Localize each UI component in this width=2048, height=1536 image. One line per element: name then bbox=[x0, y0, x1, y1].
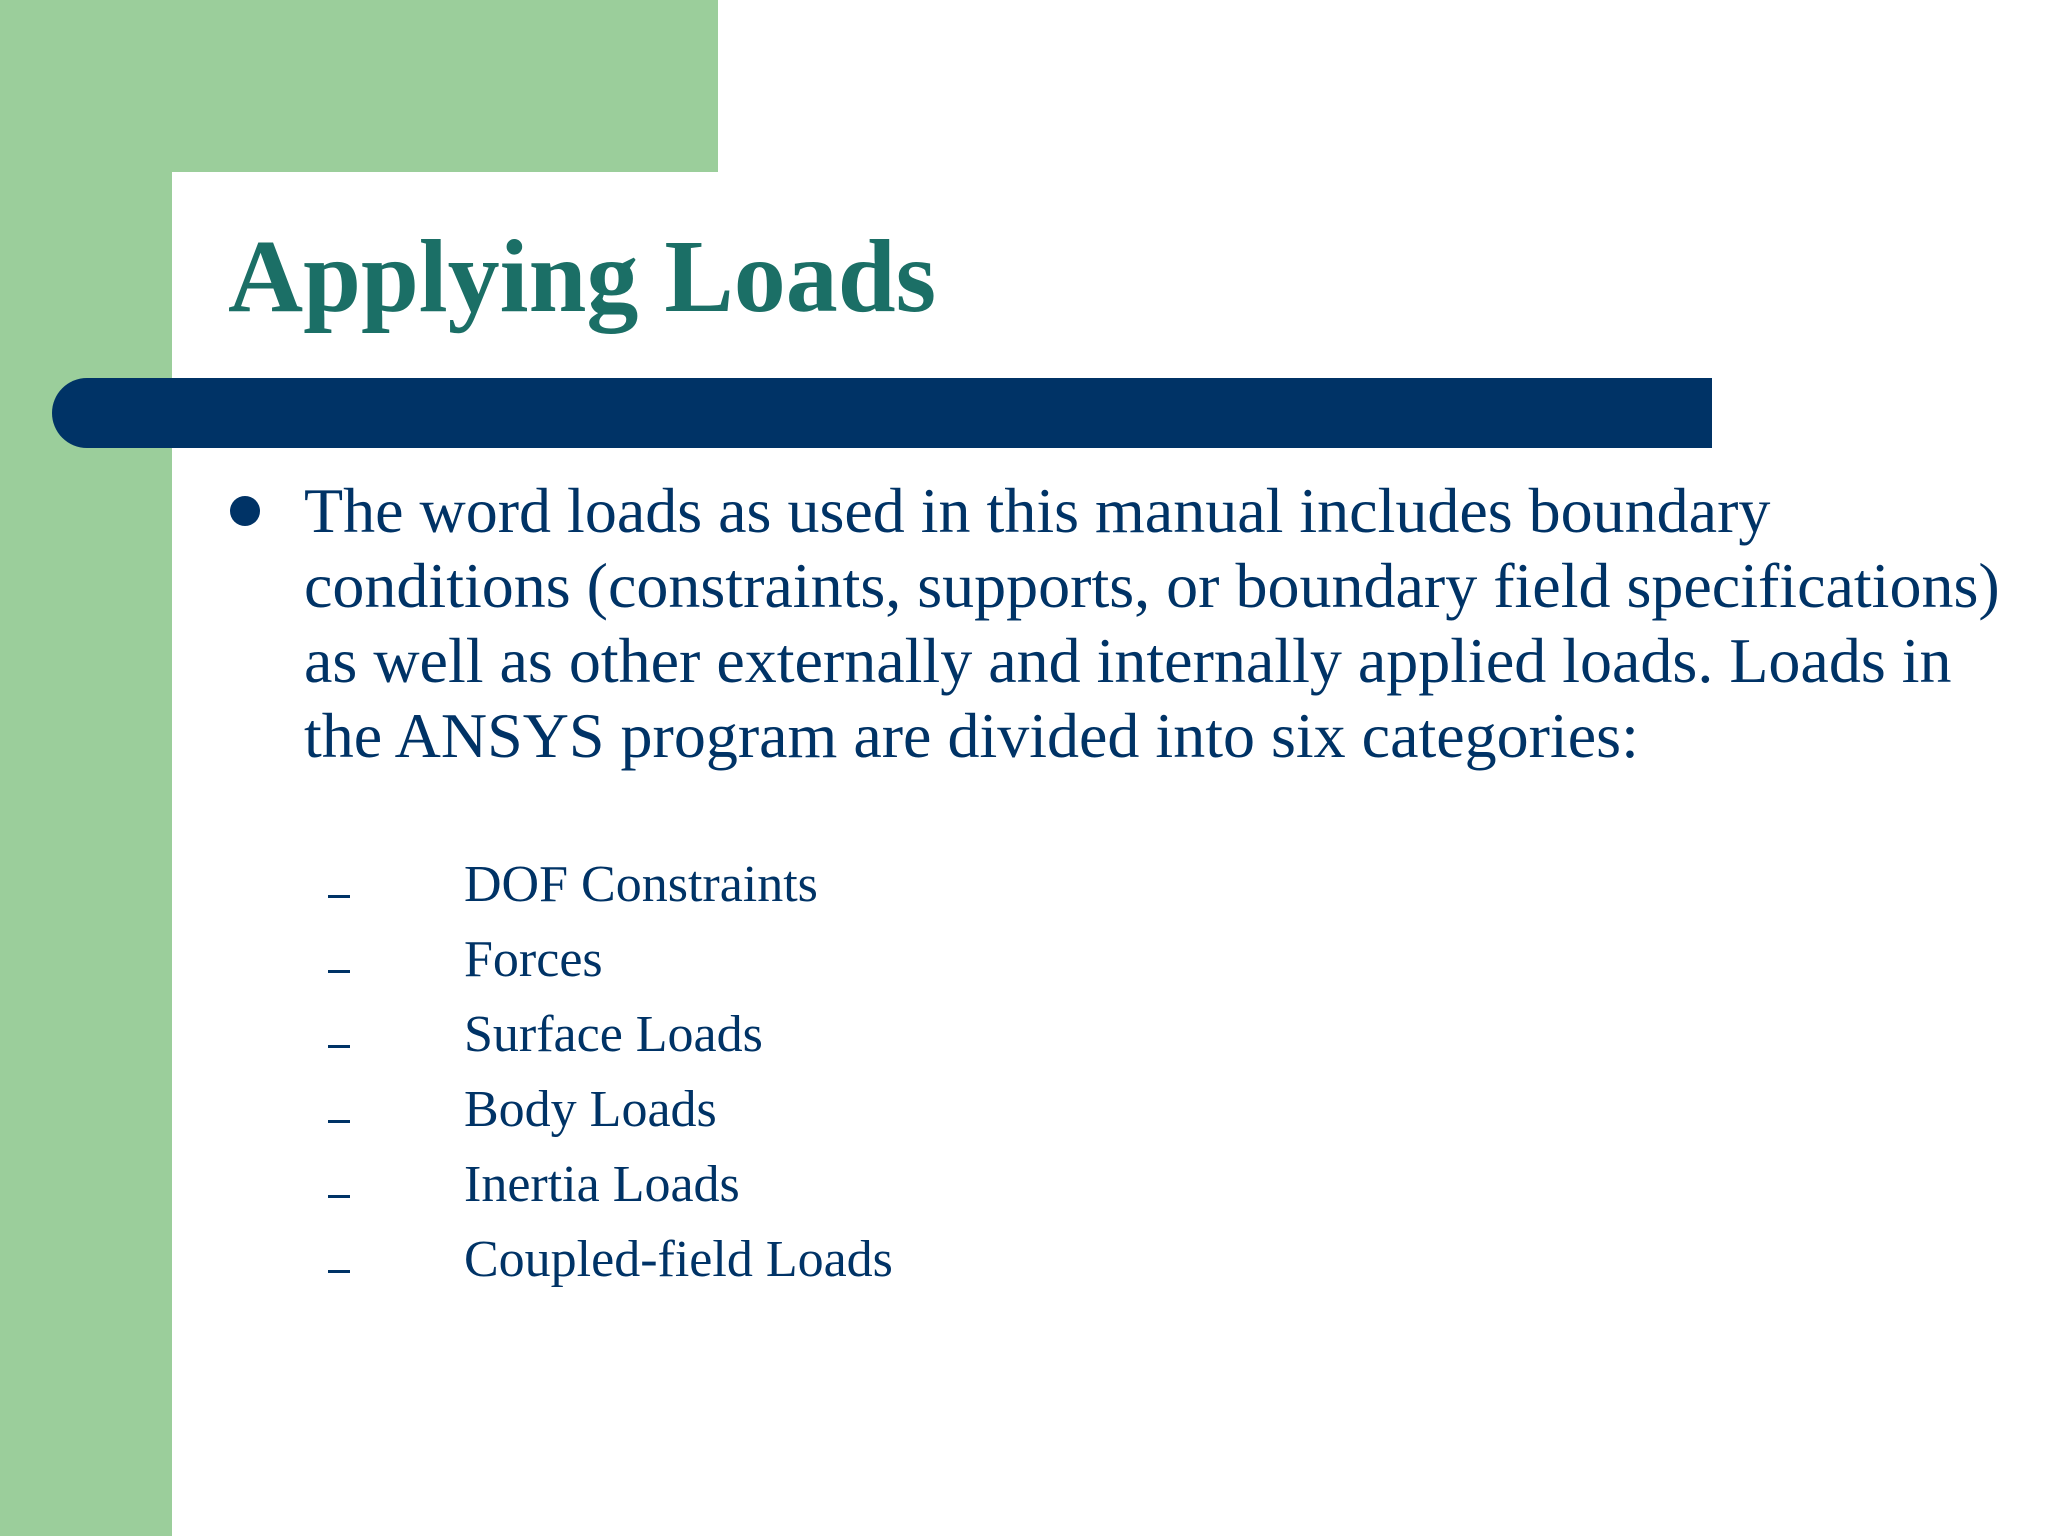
category-label: DOF Constraints bbox=[464, 856, 818, 913]
slide-title: Applying Loads bbox=[228, 219, 937, 334]
dash-bullet-icon bbox=[328, 1270, 350, 1273]
title-underline-bar bbox=[52, 378, 1712, 448]
category-label: Coupled-field Loads bbox=[464, 1231, 893, 1288]
green-accent-left bbox=[0, 0, 172, 1536]
category-label: Surface Loads bbox=[464, 1006, 763, 1063]
category-label: Body Loads bbox=[464, 1081, 717, 1138]
dash-bullet-icon bbox=[328, 1195, 350, 1198]
content-panel bbox=[172, 172, 2048, 1536]
category-label: Inertia Loads bbox=[464, 1156, 740, 1213]
dash-bullet-icon bbox=[328, 1045, 350, 1048]
category-label: Forces bbox=[464, 931, 603, 988]
dash-bullet-icon bbox=[328, 1120, 350, 1123]
bullet-dot-icon bbox=[230, 496, 260, 526]
intro-paragraph: The word loads as used in this manual includes boundary conditions (constraints, supports, or boundary field specifications) as well as other externally and internally applied loads. Loads in the ANSYS program are divided into six categories: bbox=[304, 475, 2000, 771]
dash-bullet-icon bbox=[328, 895, 350, 898]
dash-bullet-icon bbox=[328, 970, 350, 973]
